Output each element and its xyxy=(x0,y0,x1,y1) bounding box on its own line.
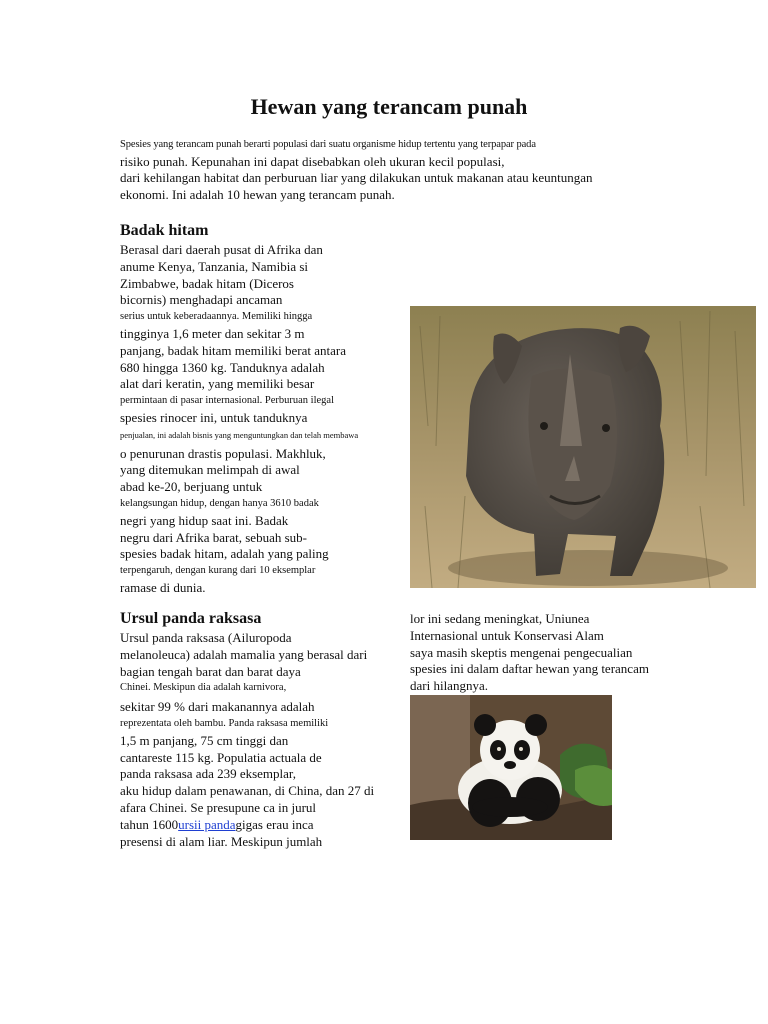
text-line: bicornis) menghadapi ancaman xyxy=(120,292,283,308)
text-line: bagian tengah barat dan barat daya xyxy=(120,663,301,679)
rhino-heading: Badak hitam xyxy=(120,222,209,239)
text-line: tingginya 1,6 meter dan sekitar 3 m xyxy=(120,325,305,341)
text-line: panda raksasa ada 239 eksemplar, xyxy=(120,766,296,782)
intro-paragraph xyxy=(120,137,640,203)
text-line: permintaan di pasar internasional. Perburuan ilegal xyxy=(120,395,335,407)
text-line: spesies badak hitam, adalah yang paling xyxy=(120,546,329,562)
text-line: presensi di alam liar. Meskipun jumlah xyxy=(120,833,323,849)
text-line: negri yang hidup saat ini. Badak xyxy=(120,512,289,528)
panda-photo xyxy=(410,695,612,840)
intro-line: risiko punah. Kepunahan ini dapat disebabkan oleh ukuran kecil populasi, xyxy=(120,153,505,169)
text-line: 680 hingga 1360 kg. Tanduknya adalah xyxy=(120,359,325,375)
text-line: saya masih skeptis mengenai pengecualian xyxy=(410,644,633,660)
text-line: yang ditemukan melimpah di awal xyxy=(120,462,300,478)
panda-text-continued xyxy=(410,611,649,695)
text-line: Berasal dari daerah pusat di Afrika dan xyxy=(120,242,323,257)
text-line: o penurunan drastis populasi. Makhluk, xyxy=(120,445,326,461)
rhino-photo xyxy=(410,306,756,588)
ursii-panda-link[interactable]: ursii panda xyxy=(178,816,236,832)
text-line: terpengaruh, dengan kurang dari 10 eksemplar xyxy=(120,565,316,577)
text-line: 1,5 m panjang, 75 cm tinggi dan xyxy=(120,732,289,748)
text-line: Internasional untuk Konservasi Alam xyxy=(410,627,604,643)
text-line-with-link xyxy=(120,817,374,834)
text-line: panjang, badak hitam memiliki berat antara xyxy=(120,342,346,358)
text-line: sekitar 99 % dari makanannya adalah xyxy=(120,699,315,715)
text-line: Zimbabwe, badak hitam (Diceros xyxy=(120,275,294,291)
text-line: kelangsungan hidup, dengan hanya 3610 badak xyxy=(120,497,319,509)
text-line: ramase di dunia. xyxy=(120,579,206,595)
panda-heading: Ursul panda raksasa xyxy=(120,610,262,627)
text-line: Chinei. Meskipun dia adalah karnivora, xyxy=(120,682,287,694)
text-line: serius untuk keberadaannya. Memiliki hingga xyxy=(120,311,313,323)
rhinoceros-icon xyxy=(410,306,756,588)
text-line: aku hidup dalam penawanan, di China, dan 27 di xyxy=(120,783,375,799)
intro-line: Spesies yang terancam punah berarti populasi dari suatu organisme hidup tertentu yang terpapar pada xyxy=(120,139,536,150)
text-fragment: gigas erau inca xyxy=(235,816,314,832)
text-line: reprezentata oleh bambu. Panda raksasa memiliki xyxy=(120,717,329,729)
text-line: cantareste 115 kg. Populatia actuala de xyxy=(120,749,322,765)
text-line: anume Kenya, Tanzania, Namibia si xyxy=(120,258,309,274)
text-line: alat dari keratin, yang memiliki besar xyxy=(120,376,315,392)
intro-line: dari kehilangan habitat dan perburuan liar yang dilakukan untuk makanan atau keuntungan xyxy=(120,170,593,185)
intro-line: ekonomi. Ini adalah 10 hewan yang terancam punah. xyxy=(120,186,395,202)
panda-icon xyxy=(410,695,612,840)
text-line: spesies ini dalam daftar hewan yang terancam xyxy=(410,661,649,677)
page-title: Hewan yang terancam punah xyxy=(250,94,528,119)
text-line: negru dari Afrika barat, sebuah sub- xyxy=(120,529,307,545)
text-line: spesies rinocer ini, untuk tanduknya xyxy=(120,409,308,425)
text-line: Ursul panda raksasa (Ailuropoda xyxy=(120,630,292,645)
text-line: penjualan, ini adalah bisnis yang menguntungkan dan telah membawa xyxy=(120,429,359,440)
text-line: lor ini sedang meningkat, Uniunea xyxy=(410,611,590,626)
text-line: dari hilangnya. xyxy=(410,678,488,694)
text-fragment: tahun 1600 xyxy=(120,816,179,832)
rhino-text xyxy=(120,242,358,597)
text-line: melanoleuca) adalah mamalia yang berasal dari xyxy=(120,646,368,662)
panda-text xyxy=(120,630,374,850)
text-line: abad ke-20, berjuang untuk xyxy=(120,479,263,495)
text-line: afara Chinei. Se presupune ca in jurul xyxy=(120,799,317,815)
